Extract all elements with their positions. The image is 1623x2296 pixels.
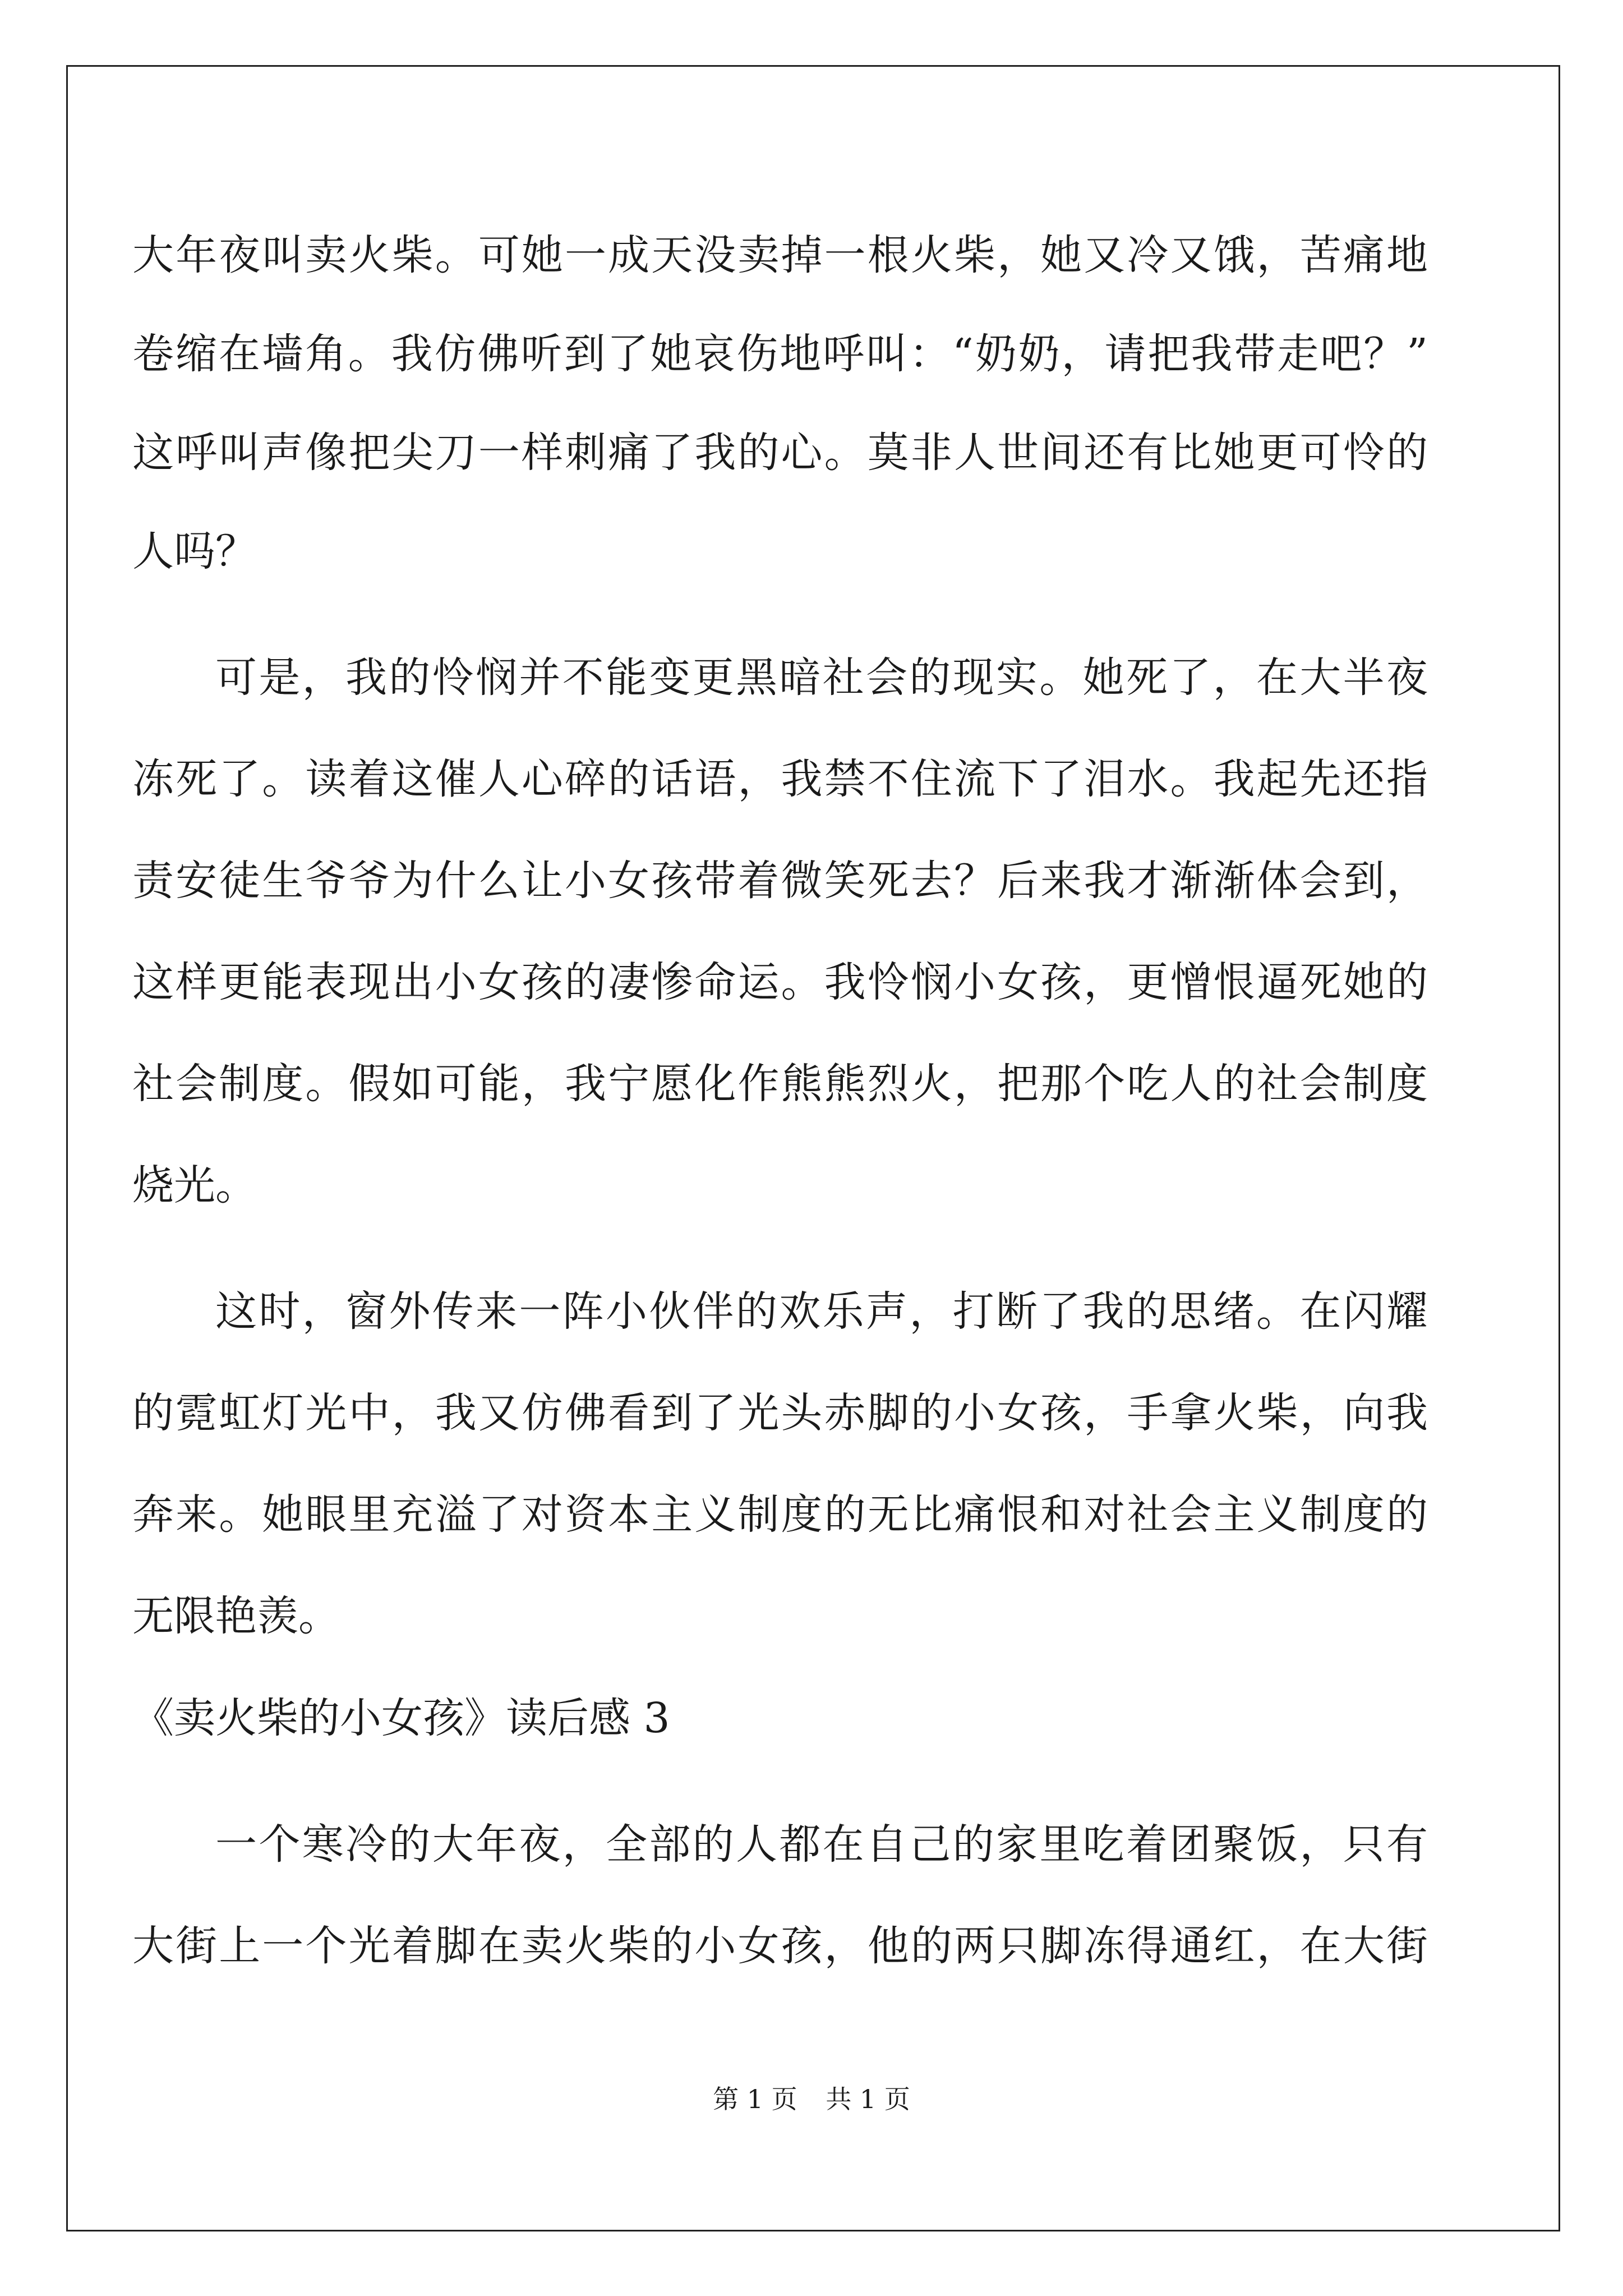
text-line: 责安徒生爷爷为什么让小女孩带着微笑死去？后来我才渐渐体会到， [132,857,1428,905]
paragraph-start-line: 可是，我的怜悯并不能变更黑暗社会的现实。她死了，在大半夜 [215,654,1428,702]
page-number: 第 1 页 [713,2084,797,2114]
section-heading: 《卖火柴的小女孩》读后感 3 [132,1694,670,1742]
text-line: 冻死了。读着这催人心碎的话语，我禁不住流下了泪水。我起先还指 [132,755,1428,803]
text-line: 人吗？ [132,527,257,576]
paragraph-start-line: 一个寒冷的大年夜，全部的人都在自己的家里吃着团聚饭，只有 [215,1820,1428,1869]
text-line: 无限艳羡。 [132,1592,340,1640]
paragraph-start-line: 这时，窗外传来一阵小伙伴的欢乐声，打断了我的思绪。在闪耀 [215,1287,1428,1336]
text-line: 烧光。 [132,1161,257,1209]
text-line: 这样更能表现出小女孩的凄惨命运。我怜悯小女孩，更憎恨逼死她的 [132,958,1428,1006]
text-line: 大年夜叫卖火柴。可她一成天没卖掉一根火柴，她又冷又饿，苦痛地 [132,231,1428,279]
text-line: 奔来。她眼里充溢了对资本主义制度的无比痛恨和对社会主义制度的 [132,1490,1428,1539]
text-line: 卷缩在墙角。我仿佛听到了她哀伤地呼叫：“奶奶，请把我带走吧？” [132,330,1428,378]
text-line: 这呼叫声像把尖刀一样刺痛了我的心。莫非人世间还有比她更可怜的 [132,429,1428,477]
page-border [66,65,1560,2231]
text-line: 大街上一个光着脚在卖火柴的小女孩，他的两只脚冻得通红，在大街 [132,1922,1428,1970]
text-line: 社会制度。假如可能，我宁愿化作熊熊烈火，把那个吃人的社会制度 [132,1060,1428,1108]
page-total: 共 1 页 [826,2084,910,2114]
page-footer [0,2082,1623,2116]
text-line: 的霓虹灯光中，我又仿佛看到了光头赤脚的小女孩，手拿火柴，向我 [132,1389,1428,1437]
